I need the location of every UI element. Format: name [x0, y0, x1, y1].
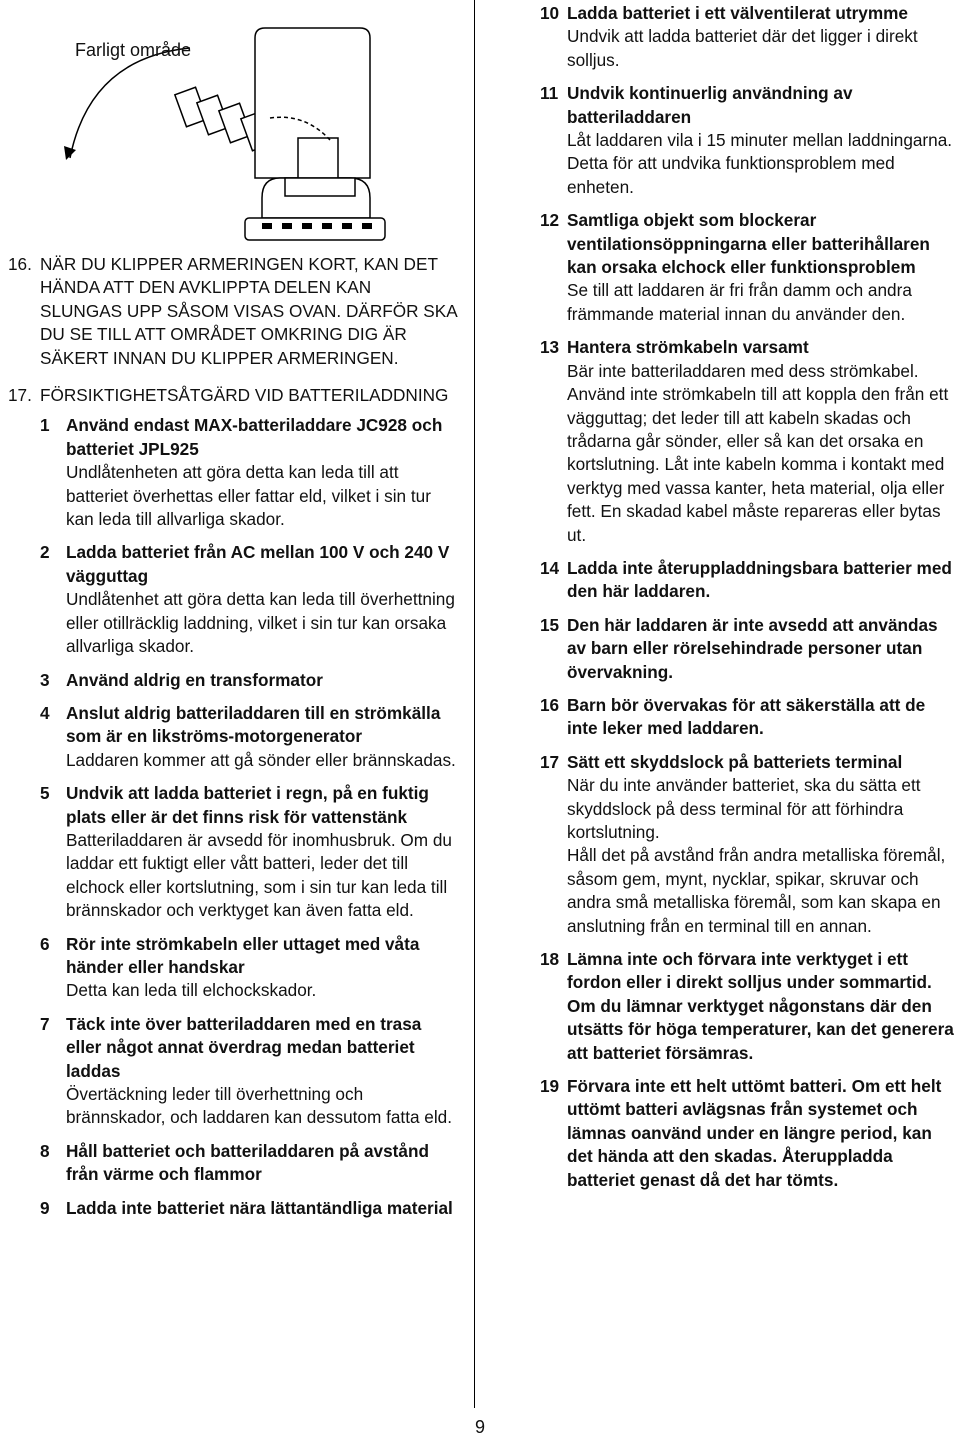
item-body: Batteriladdaren är avsedd för inomhusbruk. Om du laddar ett fuktigt eller vått batteri, leder det till elchock eller kortslutning, som i sin tur kan leda till brännskador och verktyget kan även fatta eld.: [66, 829, 452, 921]
item-body: Detta kan leda till elchockskador.: [66, 980, 317, 1001]
list-item: [540, 209, 958, 326]
item-heading: Undvik kontinuerlig användning av batteriladdaren: [567, 83, 853, 127]
list-item: [540, 2, 958, 72]
section-text: NÄR DU KLIPPER ARMERINGEN KORT, KAN DET HÄNDA ATT DEN AVKLIPPTA DELEN KAN SLUNGAS UPP SÅSOM VISAS OVAN. DÄRFÖR SKA DU SE TILL ATT OMRÅDET OMKRING DIG ÄR SÄKERT INNAN DU KLIPPER ARMERINGEN.: [40, 254, 457, 368]
list-item: [40, 1013, 458, 1130]
item-number: 6: [40, 933, 50, 954]
item-number: 11: [540, 83, 559, 104]
item-number: 3: [40, 669, 50, 690]
list-item: [40, 1197, 458, 1220]
item-number: 15: [540, 614, 560, 635]
item-body: Laddaren kommer att gå sönder eller brännskadas.: [66, 749, 456, 770]
item-number: 5: [40, 783, 50, 804]
item-heading: Täck inte över batteriladdaren med en trasa eller något annat överdrag medan batteriet laddas: [66, 1013, 422, 1081]
item-heading: Ladda inte återuppladdningsbara batterier med den här laddaren.: [567, 557, 952, 602]
item-number: 7: [40, 1013, 50, 1034]
item-body: Undvik att ladda batteriet där det ligger i direkt solljus.: [567, 26, 918, 70]
item-body: Håll det på avstånd från andra metalliska föremål, såsom gem, mynt, nycklar, spikar, skruvar och andra små metalliska föremål, som kan skapa en anslutning från en terminal till en annan.: [567, 845, 946, 936]
right-column: [540, 2, 958, 1192]
item-number: 13: [540, 337, 560, 358]
section-number: 17.: [8, 385, 32, 406]
item-heading: Lämna inte och förvara inte verktyget i ett fordon eller i direkt solljus under sommartid. Om du lämnar verktyget någonstans där den utsätts för höga temperaturer, kan det generera att batteriet försämras.: [567, 949, 954, 1063]
item-body: Undlåtenhet att göra detta kan leda till överhettning eller otillräcklig laddning, vilket i sin tur kan orsaka allvarliga skador.: [66, 589, 455, 657]
section-heading: FÖRSIKTIGHETSÅTGÄRD VID BATTERILADDNING: [40, 385, 449, 406]
item-heading: Anslut aldrig batteriladdaren till en strömkälla som är en likströms-motorgenerator: [66, 702, 441, 747]
page-number: 9: [474, 1417, 485, 1437]
item-heading: Hantera strömkabeln varsamt: [567, 337, 809, 358]
item-heading: Den här laddaren är inte avsedd att användas av barn eller rörelsehindrade personer utan övervakning.: [567, 614, 938, 682]
section-17: [8, 384, 458, 407]
list-item: [40, 1140, 458, 1187]
item-number: 9: [40, 1197, 50, 1218]
item-number: 2: [40, 542, 50, 563]
item-heading: Samtliga objekt som blockerar ventilationsöppningarna eller batterihållaren kan orsaka elchock eller funktionsproblem: [567, 210, 930, 278]
left-column: [8, 253, 458, 1220]
item-heading: Ladda batteriet i ett välventilerat utrymme: [567, 3, 908, 23]
item-number: 14: [540, 557, 560, 578]
danger-zone-figure: [30, 18, 450, 254]
item-number: 8: [40, 1140, 50, 1161]
item-heading: Ladda batteriet från AC mellan 100 V och 240 V vägguttag: [66, 542, 450, 586]
item-body: När du inte använder batteriet, ska du sätta ett skyddslock på dess terminal för att förhindra kortslutning.: [567, 775, 921, 842]
item-number: 4: [40, 702, 50, 723]
item-heading: Förvara inte ett helt uttömt batteri. Om ett helt uttömt batteri avlägsnas från systemet och lämnas oanvänd under en längre period, kan det hända att den skadas. Återuppladda batteriet genast då det har tömts.: [567, 1076, 942, 1190]
section-number: 16.: [8, 254, 32, 274]
list-item: [540, 1075, 958, 1192]
list-item: [540, 751, 958, 938]
item-number: 19: [540, 1076, 560, 1097]
item-heading: Undvik att ladda batteriet i regn, på en fuktig plats eller är det finns risk för vattenstänk: [66, 783, 429, 827]
item-heading: Rör inte strömkabeln eller uttaget med våta händer eller handskar: [66, 933, 420, 977]
item-heading: Håll batteriet och batteriladdaren på avstånd från värme och flammor: [66, 1140, 429, 1185]
list-item: [40, 669, 458, 692]
item-number: 16: [540, 694, 560, 715]
item-body: Övertäckning leder till överhettning och brännskador, och laddaren kan dessutom fatta eld.: [66, 1084, 453, 1128]
item-heading: Använd endast MAX-batteriladdare JC928 och batteriet JPL925: [66, 415, 443, 459]
column-divider: [474, 0, 475, 1408]
section-16: [8, 253, 458, 370]
item-number: 18: [540, 949, 560, 970]
list-item: [40, 414, 458, 531]
figure-caption: Farligt område: [75, 40, 192, 60]
item-body: Se till att laddaren är fri från damm och andra främmande material innan du använder den.: [567, 280, 912, 324]
list-item: [40, 933, 458, 1003]
list-item: [540, 694, 958, 741]
item-number: 1: [40, 415, 50, 436]
list-item: [540, 336, 958, 547]
item-number: 17: [540, 751, 560, 772]
list-item: [540, 557, 958, 604]
item-heading: Ladda inte batteriet nära lättantändliga material: [66, 1197, 453, 1218]
item-body: Undlåtenheten att göra detta kan leda till att batteriet överhettas eller fattar eld, vilket i sin tur kan leda till allvarliga skador.: [66, 462, 431, 530]
list-item: [540, 614, 958, 684]
list-item: [540, 948, 958, 1065]
list-item: [40, 782, 458, 922]
list-item: [40, 702, 458, 772]
item-heading: Sätt ett skyddslock på batteriets terminal: [567, 751, 903, 772]
item-body: Bär inte batteriladdaren med dess strömkabel. Använd inte strömkabeln till att koppla den från ett vägguttag; det leder till att kabeln skadas och trådarna går sönder, eller så kan det orsaka en kortslutning. Låt inte kabeln komma i kontakt med verktyg med vassa kanter, heta material, olja eller fett. En skadad kabel måste repareras eller bytas ut.: [567, 360, 949, 545]
item-body: Låt laddaren vila i 15 minuter mellan laddningarna. Detta för att undvika funktionsproblem med enheten.: [567, 130, 953, 197]
item-number: 10: [540, 3, 560, 23]
item-heading: Använd aldrig en transformator: [66, 669, 323, 690]
list-item: [40, 541, 458, 658]
item-number: 12: [540, 210, 560, 231]
list-item: [540, 82, 958, 199]
item-heading: Barn bör övervakas för att säkerställa att de inte leker med laddaren.: [567, 694, 926, 739]
